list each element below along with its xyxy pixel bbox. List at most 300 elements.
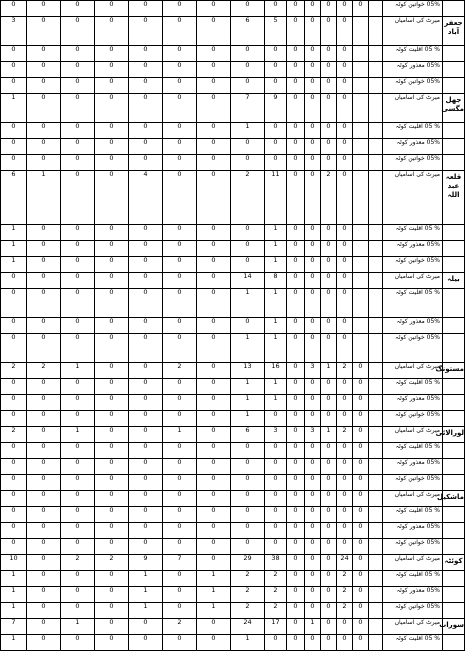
value-cell: 0: [197, 241, 231, 257]
value-cell: 0: [231, 139, 265, 155]
table-row: [1, 1, 465, 17]
value-cell: [353, 171, 369, 225]
value-cell: 0: [27, 1, 61, 17]
value-cell: 0: [321, 225, 337, 241]
value-cell: 0: [95, 257, 129, 273]
value-cell: 0: [129, 523, 163, 539]
value-cell: 0: [61, 475, 95, 491]
value-cell: 0: [129, 139, 163, 155]
value-cell: 0: [287, 411, 305, 427]
district-cell: [443, 123, 465, 139]
district-cell: کوئٹہ: [443, 555, 465, 571]
district-cell: مستونگ: [443, 363, 465, 379]
value-cell: 2: [1, 427, 27, 443]
value-cell: 0: [353, 635, 369, 651]
value-cell: 0: [321, 507, 337, 523]
value-cell: 0: [61, 635, 95, 651]
value-cell: 0: [61, 78, 95, 94]
table-row: [1, 155, 465, 171]
value-cell: 0: [287, 395, 305, 411]
district-cell: لورالائی: [443, 427, 465, 443]
value-cell: 0: [305, 411, 321, 427]
value-cell: 0: [163, 257, 197, 273]
value-cell: 0: [95, 171, 129, 225]
value-cell: [369, 1, 383, 17]
value-cell: 0: [337, 507, 353, 523]
value-cell: 0: [353, 427, 369, 443]
value-cell: 0: [305, 78, 321, 94]
value-cell: 0: [27, 139, 61, 155]
value-cell: 0: [265, 78, 287, 94]
value-cell: 1: [197, 603, 231, 619]
value-cell: 24: [337, 555, 353, 571]
value-cell: 2: [337, 427, 353, 443]
value-cell: 0: [287, 17, 305, 46]
value-cell: 0: [287, 171, 305, 225]
value-cell: 0: [337, 62, 353, 78]
value-cell: 0: [1, 1, 27, 17]
value-cell: 0: [129, 241, 163, 257]
value-cell: 0: [231, 443, 265, 459]
value-cell: 2: [1, 363, 27, 379]
table-row: [1, 171, 465, 225]
value-cell: 0: [129, 459, 163, 475]
value-cell: 0: [197, 363, 231, 379]
value-cell: 0: [197, 123, 231, 139]
value-cell: 0: [129, 395, 163, 411]
value-cell: 0: [61, 241, 95, 257]
value-cell: 0: [197, 411, 231, 427]
value-cell: 0: [129, 318, 163, 334]
category-cell: % 05 اقلیت کوٹہ: [383, 379, 443, 395]
table-row: [1, 273, 465, 289]
category-cell: 05% معذور کوٹہ: [383, 241, 443, 257]
value-cell: 0: [305, 273, 321, 289]
value-cell: 0: [305, 603, 321, 619]
value-cell: 0: [95, 635, 129, 651]
value-cell: 0: [287, 94, 305, 123]
value-cell: 7: [1, 619, 27, 635]
table-row: [1, 459, 465, 475]
value-cell: 0: [265, 523, 287, 539]
value-cell: 7: [231, 94, 265, 123]
category-cell: 05% خواتین کوٹہ: [383, 1, 443, 17]
value-cell: 0: [353, 379, 369, 395]
value-cell: 0: [95, 123, 129, 139]
value-cell: 0: [305, 241, 321, 257]
district-cell: جھل مگسی: [443, 94, 465, 123]
value-cell: 0: [27, 555, 61, 571]
value-cell: 0: [287, 507, 305, 523]
value-cell: [369, 459, 383, 475]
value-cell: 1: [61, 427, 95, 443]
value-cell: 0: [305, 94, 321, 123]
value-cell: 1: [1, 635, 27, 651]
value-cell: [353, 318, 369, 334]
value-cell: 1: [231, 635, 265, 651]
value-cell: 0: [197, 427, 231, 443]
value-cell: 0: [353, 491, 369, 507]
value-cell: 0: [163, 273, 197, 289]
value-cell: [353, 241, 369, 257]
value-cell: [353, 225, 369, 241]
value-cell: 0: [163, 635, 197, 651]
value-cell: 0: [197, 46, 231, 62]
value-cell: 0: [95, 443, 129, 459]
value-cell: 1: [265, 379, 287, 395]
value-cell: 0: [129, 46, 163, 62]
value-cell: [353, 334, 369, 363]
value-cell: 0: [1, 491, 27, 507]
value-cell: 0: [337, 78, 353, 94]
value-cell: 0: [129, 257, 163, 273]
value-cell: [369, 571, 383, 587]
value-cell: 0: [337, 273, 353, 289]
value-cell: 0: [287, 475, 305, 491]
value-cell: 0: [197, 443, 231, 459]
value-cell: 2: [337, 587, 353, 603]
value-cell: 2: [163, 619, 197, 635]
value-cell: 0: [287, 619, 305, 635]
value-cell: 0: [95, 363, 129, 379]
value-cell: [369, 443, 383, 459]
category-cell: 05% معذور کوٹہ: [383, 587, 443, 603]
value-cell: 0: [95, 523, 129, 539]
value-cell: 0: [197, 155, 231, 171]
value-cell: 0: [95, 289, 129, 318]
value-cell: 0: [337, 379, 353, 395]
table-row: [1, 139, 465, 155]
table-row: [1, 94, 465, 123]
value-cell: 1: [231, 123, 265, 139]
value-cell: 0: [27, 475, 61, 491]
value-cell: 0: [305, 225, 321, 241]
value-cell: 0: [321, 603, 337, 619]
value-cell: 0: [27, 17, 61, 46]
value-cell: 0: [27, 379, 61, 395]
value-cell: 0: [1, 334, 27, 363]
district-cell: [443, 523, 465, 539]
district-cell: [443, 539, 465, 555]
value-cell: 0: [163, 318, 197, 334]
district-cell: [443, 459, 465, 475]
district-cell: [443, 225, 465, 241]
value-cell: 0: [61, 459, 95, 475]
district-cell: [443, 603, 465, 619]
value-cell: 0: [61, 334, 95, 363]
value-cell: 0: [321, 1, 337, 17]
value-cell: 0: [61, 139, 95, 155]
value-cell: 0: [321, 78, 337, 94]
value-cell: 0: [337, 318, 353, 334]
value-cell: 0: [95, 507, 129, 523]
value-cell: 0: [337, 46, 353, 62]
value-cell: [369, 635, 383, 651]
value-cell: 0: [27, 411, 61, 427]
district-cell: [443, 587, 465, 603]
value-cell: 0: [129, 443, 163, 459]
value-cell: [369, 491, 383, 507]
value-cell: 0: [163, 334, 197, 363]
value-cell: 0: [287, 363, 305, 379]
value-cell: [369, 603, 383, 619]
value-cell: 0: [287, 603, 305, 619]
value-cell: 0: [305, 257, 321, 273]
value-cell: 0: [353, 395, 369, 411]
value-cell: 0: [231, 507, 265, 523]
value-cell: [353, 139, 369, 155]
category-cell: 05% خواتین کوٹہ: [383, 539, 443, 555]
value-cell: 0: [1, 273, 27, 289]
value-cell: 0: [287, 459, 305, 475]
value-cell: 1: [1, 603, 27, 619]
value-cell: 0: [61, 155, 95, 171]
value-cell: 0: [287, 539, 305, 555]
value-cell: 0: [305, 395, 321, 411]
value-cell: 0: [337, 411, 353, 427]
value-cell: 0: [287, 635, 305, 651]
value-cell: 0: [129, 427, 163, 443]
value-cell: 0: [61, 225, 95, 241]
value-cell: 0: [265, 155, 287, 171]
value-cell: [369, 379, 383, 395]
category-cell: 05% معذور کوٹہ: [383, 523, 443, 539]
value-cell: 0: [129, 123, 163, 139]
value-cell: 0: [287, 78, 305, 94]
category-cell: 05% خواتین کوٹہ: [383, 78, 443, 94]
value-cell: 0: [231, 539, 265, 555]
value-cell: 0: [163, 475, 197, 491]
value-cell: 9: [129, 555, 163, 571]
value-cell: 0: [95, 78, 129, 94]
value-cell: 1: [321, 363, 337, 379]
value-cell: 0: [321, 46, 337, 62]
value-cell: 0: [197, 94, 231, 123]
category-cell: میرٹ کی آسامیاں: [383, 94, 443, 123]
value-cell: 0: [265, 123, 287, 139]
value-cell: 0: [27, 443, 61, 459]
value-cell: 0: [231, 491, 265, 507]
value-cell: 0: [287, 289, 305, 318]
table-row: [1, 123, 465, 139]
value-cell: 0: [163, 62, 197, 78]
value-cell: 1: [27, 171, 61, 225]
value-cell: 0: [61, 62, 95, 78]
table-row: [1, 411, 465, 427]
value-cell: 0: [337, 395, 353, 411]
value-cell: 0: [197, 289, 231, 318]
value-cell: [369, 123, 383, 139]
value-cell: 0: [287, 491, 305, 507]
value-cell: 1: [129, 571, 163, 587]
value-cell: 2: [95, 555, 129, 571]
table-row: [1, 571, 465, 587]
value-cell: 0: [231, 257, 265, 273]
value-cell: [353, 273, 369, 289]
value-cell: 0: [353, 363, 369, 379]
category-cell: 05% معذور کوٹہ: [383, 395, 443, 411]
value-cell: 0: [337, 523, 353, 539]
value-cell: 1: [265, 257, 287, 273]
value-cell: 1: [197, 571, 231, 587]
value-cell: [369, 46, 383, 62]
value-cell: 0: [197, 379, 231, 395]
value-cell: 0: [231, 155, 265, 171]
table-body: [1, 1, 465, 651]
value-cell: 0: [129, 475, 163, 491]
value-cell: [369, 171, 383, 225]
table-row: [1, 427, 465, 443]
value-cell: [369, 507, 383, 523]
value-cell: 11: [265, 171, 287, 225]
value-cell: 1: [1, 241, 27, 257]
value-cell: [369, 289, 383, 318]
value-cell: 0: [287, 155, 305, 171]
value-cell: 1: [231, 411, 265, 427]
value-cell: 0: [197, 459, 231, 475]
value-cell: 0: [337, 1, 353, 17]
value-cell: 0: [27, 46, 61, 62]
value-cell: 1: [231, 289, 265, 318]
value-cell: 0: [27, 225, 61, 241]
value-cell: 0: [27, 123, 61, 139]
value-cell: 1: [129, 603, 163, 619]
value-cell: 0: [27, 459, 61, 475]
category-cell: میرٹ کی آسامیاں: [383, 363, 443, 379]
value-cell: 0: [95, 62, 129, 78]
value-cell: 0: [287, 123, 305, 139]
value-cell: 0: [61, 171, 95, 225]
value-cell: 0: [197, 78, 231, 94]
value-cell: 0: [231, 225, 265, 241]
value-cell: 0: [231, 1, 265, 17]
value-cell: 0: [163, 139, 197, 155]
value-cell: 0: [163, 603, 197, 619]
value-cell: 0: [231, 78, 265, 94]
value-cell: 0: [129, 411, 163, 427]
value-cell: 0: [197, 318, 231, 334]
value-cell: 0: [231, 318, 265, 334]
value-cell: 0: [337, 155, 353, 171]
value-cell: [369, 334, 383, 363]
value-cell: 0: [61, 507, 95, 523]
value-cell: 0: [321, 475, 337, 491]
value-cell: 0: [95, 411, 129, 427]
value-cell: 0: [321, 94, 337, 123]
value-cell: 0: [305, 443, 321, 459]
value-cell: 0: [95, 334, 129, 363]
value-cell: 0: [129, 379, 163, 395]
table-row: [1, 635, 465, 651]
category-cell: 05% خواتین کوٹہ: [383, 155, 443, 171]
value-cell: 0: [337, 94, 353, 123]
category-cell: میرٹ کی آسامیاں: [383, 619, 443, 635]
value-cell: 0: [129, 78, 163, 94]
value-cell: 0: [1, 62, 27, 78]
value-cell: 0: [129, 635, 163, 651]
table-row: [1, 587, 465, 603]
value-cell: 0: [287, 523, 305, 539]
value-cell: 0: [95, 225, 129, 241]
value-cell: [369, 555, 383, 571]
value-cell: 0: [163, 379, 197, 395]
category-cell: 05% خواتین کوٹہ: [383, 334, 443, 363]
value-cell: 0: [287, 273, 305, 289]
value-cell: 0: [265, 635, 287, 651]
value-cell: [369, 318, 383, 334]
value-cell: 3: [305, 363, 321, 379]
value-cell: 2: [231, 603, 265, 619]
district-cell: جعفر آباد: [443, 17, 465, 46]
value-cell: 0: [265, 139, 287, 155]
district-cell: [443, 241, 465, 257]
value-cell: 1: [129, 587, 163, 603]
value-cell: 0: [27, 395, 61, 411]
value-cell: 0: [95, 155, 129, 171]
value-cell: 0: [27, 571, 61, 587]
value-cell: 2: [321, 171, 337, 225]
value-cell: 0: [231, 523, 265, 539]
value-cell: 0: [95, 379, 129, 395]
value-cell: 0: [287, 555, 305, 571]
district-cell: [443, 571, 465, 587]
table-row: [1, 603, 465, 619]
value-cell: 0: [163, 571, 197, 587]
value-cell: [369, 139, 383, 155]
table-row: [1, 523, 465, 539]
district-cell: [443, 289, 465, 318]
value-cell: 0: [95, 1, 129, 17]
value-cell: 6: [231, 427, 265, 443]
value-cell: 0: [305, 539, 321, 555]
value-cell: 0: [321, 587, 337, 603]
value-cell: 0: [61, 273, 95, 289]
value-cell: 1: [1, 94, 27, 123]
value-cell: 0: [287, 62, 305, 78]
table-row: [1, 318, 465, 334]
category-cell: 05% معذور کوٹہ: [383, 459, 443, 475]
value-cell: 0: [337, 491, 353, 507]
value-cell: 0: [337, 635, 353, 651]
category-cell: میرٹ کی آسامیاں: [383, 273, 443, 289]
table-row: [1, 539, 465, 555]
value-cell: 0: [27, 155, 61, 171]
value-cell: 1: [61, 619, 95, 635]
value-cell: 0: [27, 619, 61, 635]
value-cell: 0: [129, 225, 163, 241]
value-cell: 0: [163, 491, 197, 507]
value-cell: 0: [287, 1, 305, 17]
value-cell: 7: [163, 555, 197, 571]
value-cell: 0: [95, 318, 129, 334]
value-cell: 0: [265, 46, 287, 62]
value-cell: 0: [61, 587, 95, 603]
category-cell: میرٹ کی آسامیاں: [383, 171, 443, 225]
value-cell: [369, 225, 383, 241]
district-cell: [443, 257, 465, 273]
value-cell: 0: [61, 1, 95, 17]
district-cell: [443, 155, 465, 171]
value-cell: 0: [321, 571, 337, 587]
table-row: [1, 225, 465, 241]
category-cell: میرٹ کی آسامیاں: [383, 427, 443, 443]
table-row: [1, 289, 465, 318]
value-cell: 0: [163, 46, 197, 62]
value-cell: 0: [129, 491, 163, 507]
district-cell: [443, 443, 465, 459]
value-cell: 0: [305, 62, 321, 78]
value-cell: 0: [321, 123, 337, 139]
